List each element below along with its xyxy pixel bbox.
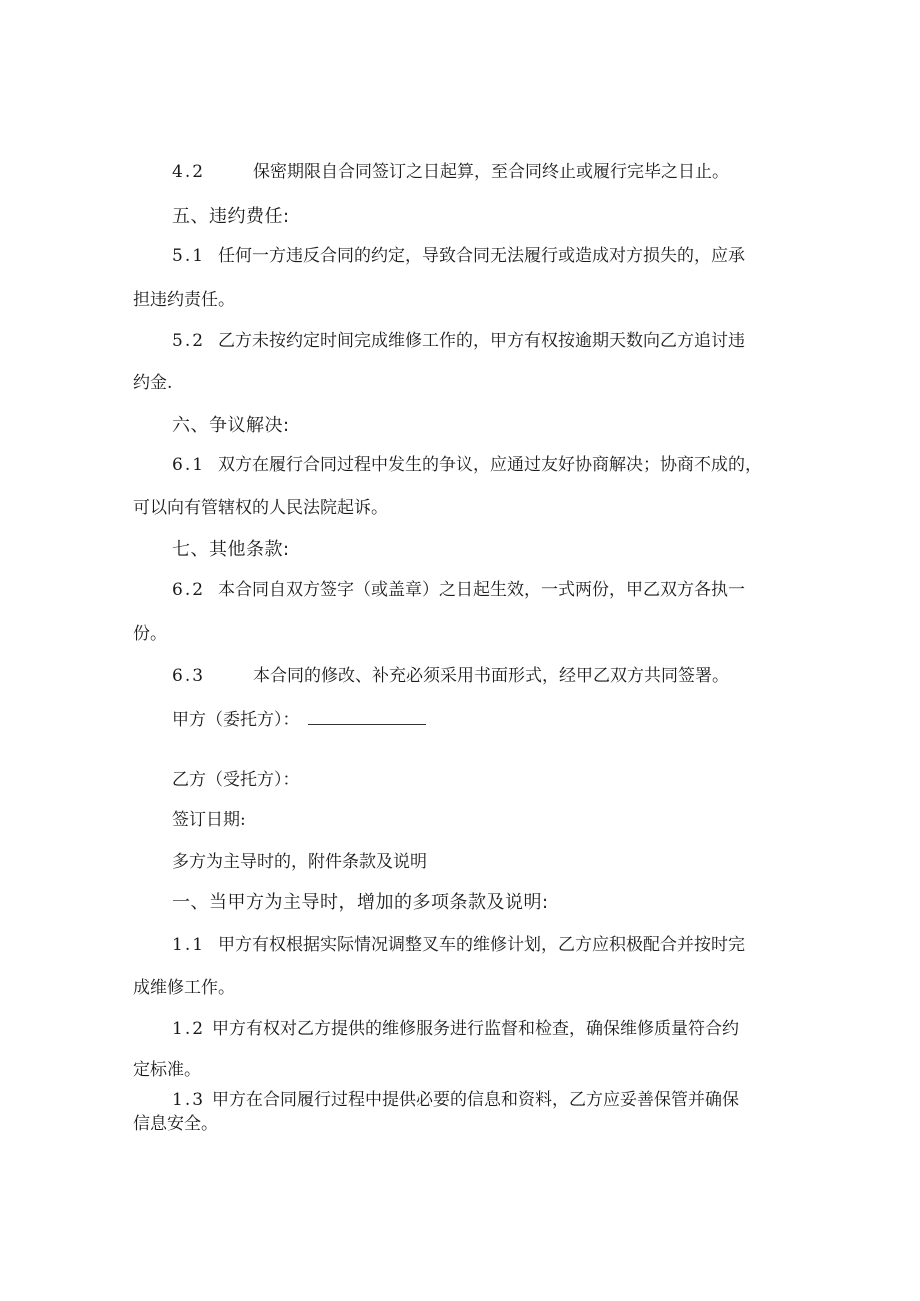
clause-6-1-line2: 可以向有管辖权的人民法院起诉。 xyxy=(133,498,388,518)
clause-number: 5.2 xyxy=(172,331,206,351)
party-a-signature xyxy=(172,708,920,732)
clause-text: 甲方有权对乙方提供的维修服务进行监督和检查，确保维修质量符合约 xyxy=(212,1019,739,1039)
clause-text: 本合同自双方签字（或盖章）之日起生效，一式两份，甲乙双方各执一 xyxy=(218,580,745,600)
section-heading-7: 七、其他条款: xyxy=(172,539,290,560)
appendix-section-heading-1: 一、当甲方为主导时，增加的多项条款及说明: xyxy=(172,892,549,913)
clause-text: 保密期限自合同签订之日起算，至合同终止或履行完毕之日止。 xyxy=(253,162,729,182)
party-b-label: 乙方（受托方）： xyxy=(172,770,300,790)
clause-text: 甲方有权根据实际情况调整叉车的维修计划，乙方应积极配合并按时完 xyxy=(218,935,745,955)
party-a-signature-line xyxy=(308,708,426,725)
clause-text: 乙方未按约定时间完成维修工作的，甲方有权按逾期天数向乙方追讨违 xyxy=(218,331,745,351)
clause-5-1-line2: 担违约责任。 xyxy=(133,290,235,310)
section-heading-6: 六、争议解决: xyxy=(172,415,290,436)
party-a-label: 甲方（委托方）： xyxy=(172,710,300,730)
clause-number: 4.2 xyxy=(172,162,206,182)
clause-number: 1.2 xyxy=(172,1019,206,1039)
clause-a1-2-line2: 定标准。 xyxy=(133,1060,201,1080)
clause-number: 5.1 xyxy=(172,246,206,266)
clause-number: 6.3 xyxy=(172,666,206,686)
section-heading-5: 五、违约费任: xyxy=(172,206,290,227)
clause-6-2-line2: 份。 xyxy=(133,624,167,644)
clause-text: 本合同的修改、补充必须采用书面形式，经甲乙双方共同签署。 xyxy=(253,666,729,686)
clause-text: 双方在履行合同过程中发生的争议，应通过友好协商解决；协商不成的， xyxy=(218,455,762,475)
clause-text: 甲方在合同履行过程中提供必要的信息和资料，乙方应妥善保管并确保 xyxy=(212,1090,739,1110)
clause-number: 1.3 xyxy=(172,1090,206,1110)
clause-a1-3-line2: 信息安全。 xyxy=(133,1114,218,1134)
clause-a1-1-line2: 成维修工作。 xyxy=(133,978,235,998)
appendix-intro: 多方为主导时的，附件条款及说明 xyxy=(172,852,427,872)
clause-5-2-line2: 约金. xyxy=(133,373,173,393)
clause-number: 6.2 xyxy=(172,580,206,600)
clause-number: 1.1 xyxy=(172,935,206,955)
clause-text: 任何一方违反合同的约定，导致合同无法履行或造成对方损失的，应承 xyxy=(218,246,745,266)
sign-date-label: 签订日期: xyxy=(172,810,246,830)
clause-number: 6.1 xyxy=(172,455,206,475)
